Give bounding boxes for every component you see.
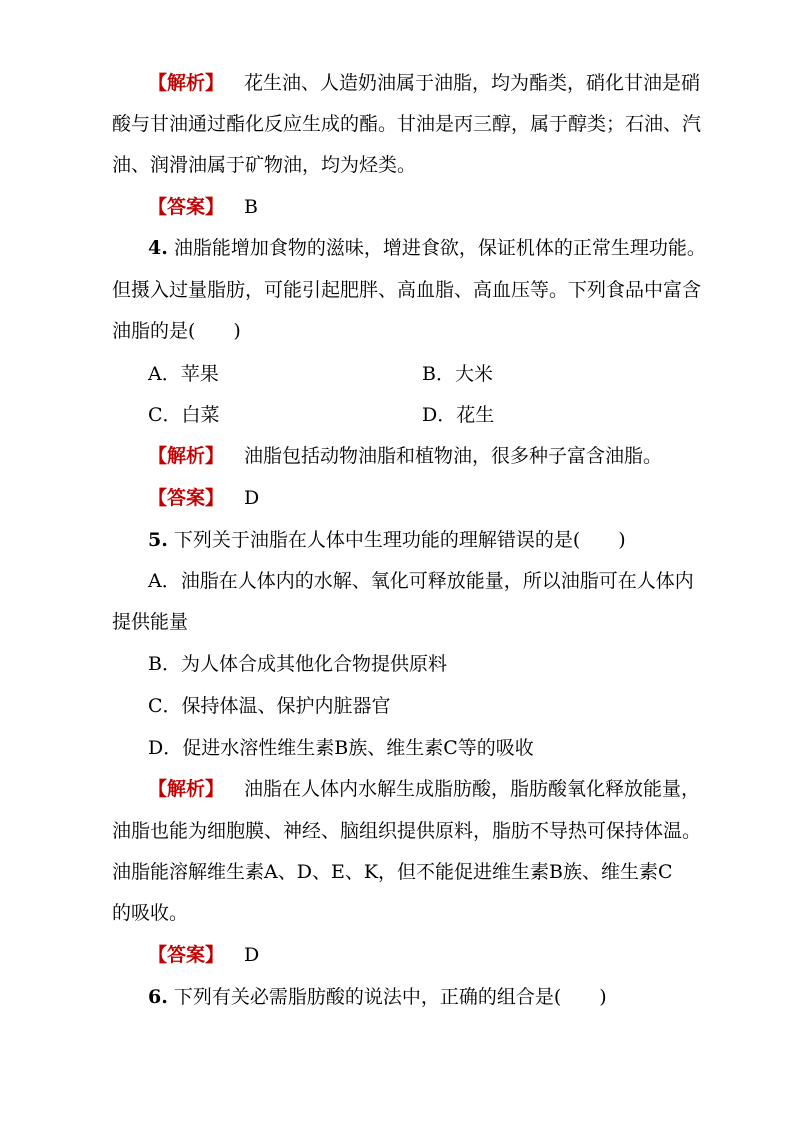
q3-analysis-line-3: 油、润滑油属于矿物油，均为烃类。 xyxy=(112,154,417,176)
q5-option-b: B．为人体合成其他化合物提供原料 xyxy=(148,653,447,675)
q6-stem-text: 下列有关必需脂肪酸的说法中，正确的组合是( ) xyxy=(173,986,607,1008)
q5-option-d: D．促进水溶性维生素B族、维生素C等的吸收 xyxy=(148,737,534,759)
q5-option-a-line-2: 提供能量 xyxy=(112,611,189,633)
q6-number: 6. xyxy=(148,986,168,1008)
q4-options-row-1 xyxy=(148,361,648,387)
q4-stem-line-1 xyxy=(148,235,706,261)
answer-label: 【答案】 xyxy=(148,944,225,966)
analysis-label: 【解析】 xyxy=(148,445,225,467)
q5-analysis-line-4: 的吸收。 xyxy=(112,902,189,924)
analysis-label: 【解析】 xyxy=(148,778,225,800)
q5-option-a-line-1: A．油脂在人体内的水解、氧化可释放能量，所以油脂可在人体内 xyxy=(148,570,694,592)
q5-answer xyxy=(148,942,259,968)
q5-analysis-line-3: 油脂能溶解维生素A、D、E、K，但不能促进维生素B族、维生素C xyxy=(112,861,673,883)
q4-option-d: D．花生 xyxy=(422,404,495,426)
q4-stem-line-2: 但摄入过量脂肪，可能引起肥胖、高血脂、高血压等。下列食品中富含 xyxy=(112,279,702,301)
q5-answer-value: D xyxy=(244,944,260,966)
q5-stem-text: 下列关于油脂在人体中生理功能的理解错误的是( ) xyxy=(173,529,626,551)
q4-answer-value: D xyxy=(244,487,260,509)
q5-number: 5. xyxy=(148,529,168,551)
q4-answer xyxy=(148,485,259,511)
q5-option-c: C．保持体温、保护内脏器官 xyxy=(148,695,391,717)
q4-number: 4. xyxy=(148,237,168,259)
answer-label: 【答案】 xyxy=(148,487,225,509)
q4-option-a: A．苹果 xyxy=(148,363,219,385)
q4-option-c: C．白菜 xyxy=(148,404,220,426)
answer-label: 【答案】 xyxy=(148,196,225,218)
q3-answer-value: B xyxy=(244,196,258,218)
q3-answer xyxy=(148,194,258,220)
q5-analysis-line-1 xyxy=(148,776,700,802)
q4-stem-line-3: 油脂的是( ) xyxy=(112,320,241,342)
q6-stem xyxy=(148,984,607,1010)
q5-analysis-text-1: 油脂在人体内水解生成脂肪酸，脂肪酸氧化释放能量， xyxy=(244,778,701,800)
q3-analysis-text-1: 花生油、人造奶油属于油脂，均为酯类，硝化甘油是硝 xyxy=(244,72,701,94)
q4-options-row-2 xyxy=(148,402,648,428)
analysis-label: 【解析】 xyxy=(148,72,225,94)
q4-analysis xyxy=(148,443,662,469)
q5-stem xyxy=(148,527,626,553)
q4-option-b: B．大米 xyxy=(422,363,493,385)
q3-analysis-line-1 xyxy=(148,70,700,96)
q4-stem-text-1: 油脂能增加食物的滋味，增进食欲，保证机体的正常生理功能。 xyxy=(173,237,706,259)
q4-analysis-text: 油脂包括动物油脂和植物油，很多种子富含油脂。 xyxy=(244,445,663,467)
q5-analysis-line-2: 油脂也能为细胞膜、神经、脑组织提供原料，脂肪不导热可保持体温。 xyxy=(112,820,702,842)
q3-analysis-line-2: 酸与甘油通过酯化反应生成的酯。甘油是丙三醇，属于醇类；石油、汽 xyxy=(112,113,702,135)
